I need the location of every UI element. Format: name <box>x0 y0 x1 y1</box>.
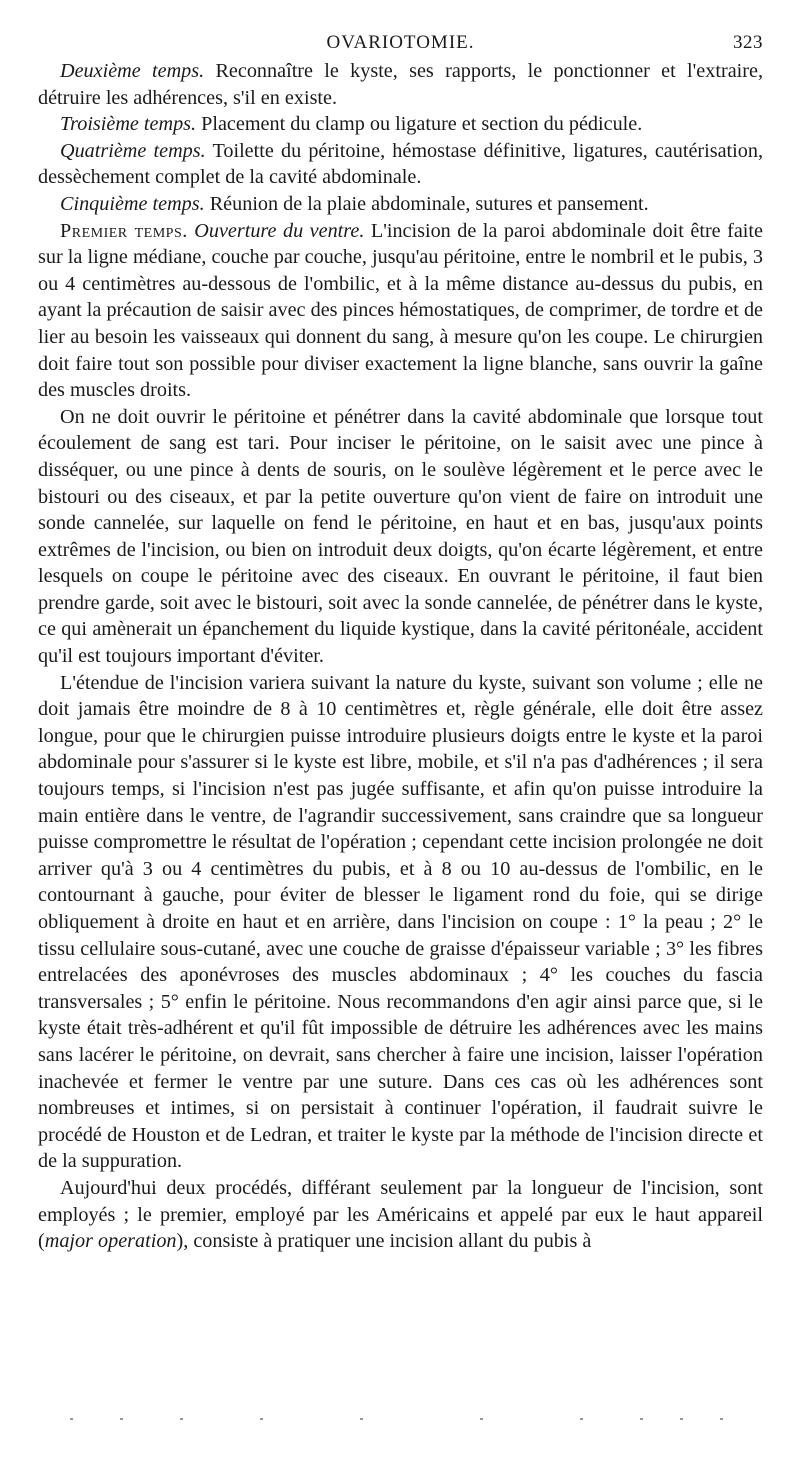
paragraph-text: Reconnaître le kyste, ses rapports, le ponctionner et l'extraire, détruire les adhérences, s'il en existe. <box>38 60 763 109</box>
running-title: OVARIOTOMIE. <box>326 32 475 53</box>
section-subheading: Ouverture du ventre. <box>187 219 365 242</box>
step-heading: Deuxième temps. <box>60 60 205 82</box>
scan-speckles <box>60 1418 740 1428</box>
paragraph-text: Toilette du péritoine, hémostase définitive, ligatures, cautérisation, dessèchement complet de la cavité abdominale. <box>38 139 764 189</box>
paragraph-troisieme-temps <box>38 111 763 138</box>
paragraph-ouvrir-peritoine <box>38 404 763 670</box>
paragraph-etendue-incision <box>38 670 763 1175</box>
paragraph-text: L'incision de la paroi abdominale doit être faite sur la ligne médiane, couche par couche, jusqu'au péritoine, entre le nombril et le pubis, 3 ou 4 centimètres au-dessous de l'ombilic, et à la même distance au-dessus du pubis, en ayant la précaution de saisir avec des pinces hémostatiques, de comprimer, de tordre et de lier au besoin les vaisseaux qui donnent du sang, à mesure qu'on les coupe. Le chirurgien doit faire tout son possible pour diviser exactement la ligne blanche, sans ouvrir la gaîne des muscles droits. <box>38 219 763 402</box>
paragraph-deuxieme-temps <box>38 58 763 111</box>
step-heading: Cinquième temps. <box>60 192 205 215</box>
running-header <box>38 28 763 58</box>
book-page <box>38 28 763 1255</box>
paragraph-premier-temps <box>38 218 763 404</box>
italic-term: major operation <box>44 1230 177 1253</box>
paragraph-cinquieme-temps <box>38 191 763 218</box>
paragraph-deux-procedes <box>38 1175 763 1255</box>
paragraph-text: Aujourd'hui deux procédés, différant seulement par la longueur de l'incision, sont employés ; le premier, employé par les Américains et appelé par eux le haut appareil ( <box>38 1176 763 1253</box>
step-heading: Quatrième temps. <box>60 139 206 162</box>
section-heading: Premier temps. <box>60 219 188 242</box>
step-heading: Troisième temps. <box>60 113 197 136</box>
page-number: 323 <box>733 32 763 53</box>
paragraph-text-continued: ), consiste à pratiquer une incision allant du pubis à <box>176 1230 592 1253</box>
paragraph-text: Placement du clamp ou ligature et section du pédicule. <box>196 113 643 136</box>
paragraph-text: Réunion de la plaie abdominale, sutures et pansement. <box>204 192 649 215</box>
paragraph-text: L'étendue de l'incision variera suivant la nature du kyste, suivant son volume ; elle ne doit jamais être moindre de 8 à 10 centimètres et, règle générale, elle doit être assez longue, pour que le chirurgien puisse introduire plusieurs doigts entre le kyste et la paroi abdominale pour s'assurer si le kyste est libre, mobile, et s'il n'a pas d'adhérences ; il sera toujours temps, si l'incision n'est pas jugée suffisante, et afin qu'on puisse introduire la main entière dans le ventre, de l'agrandir successivement, sans craindre que sa longueur puisse compromettre le résultat de l'opération ; cependant cette incision prolongée ne doit arriver qu'à 3 ou 4 centimètres du pubis, et à 8 ou 10 au-dessus de l'ombilic, en le contournant à gauche, pour éviter de blesser le ligament rond du foie, qui se dirige obliquement à droite en haut et en arrière, dans l'incision on coupe : 1° la peau ; 2° le tissu cellulaire sous-cutané, avec une couche de graisse d'épaisseur variable ; 3° les fibres entrelacées des aponévroses des muscles abdominaux ; 4° les couches du fascia transversales ; 5° enfin le péritoine. Nous recommandons d'en agir ainsi parce que, si le kyste était très-adhérent et qu'il fût impossible de détruire les adhérences avec les mains sans lacérer le péritoine, on devrait, sans chercher à faire une incision, laisser l'opération inachevée et fermer le ventre par une suture. Dans ces cas où les adhérences sont nombreuses et intimes, si on persistait à continuer l'opération, il faudrait suivre le procédé de Houston et de Ledran, et traiter le kyste par la méthode de l'incision directe et de la suppuration. <box>38 671 763 1173</box>
page-body <box>38 58 763 1255</box>
paragraph-quatrieme-temps <box>38 138 763 191</box>
paragraph-text: On ne doit ouvrir le péritoine et pénétrer dans la cavité abdominale que lorsque tout écoulement de sang est tari. Pour inciser le péritoine, on le saisit avec une pince à disséquer, ou une pince à dents de souris, on le soulève légèrement et le perce avec le bistouri ou des ciseaux, et par la petite ouverture qu'on vient de faire on introduit une sonde cannelée, sur laquelle on fend le péritoine, en haut et en bas, jusqu'aux points extrêmes de l'incision, ou bien on introduit deux doigts, qu'on écarte légèrement, et entre lesquels on coupe le péritoine avec des ciseaux. En ouvrant le péritoine, il faut bien prendre garde, soit avec le bistouri, soit avec la sonde cannelée, de pénétrer dans le kyste, ce qui amènerait un épanchement du liquide kystique, dans la cavité péritonéale, accident qu'il est toujours important d'éviter. <box>38 405 763 668</box>
